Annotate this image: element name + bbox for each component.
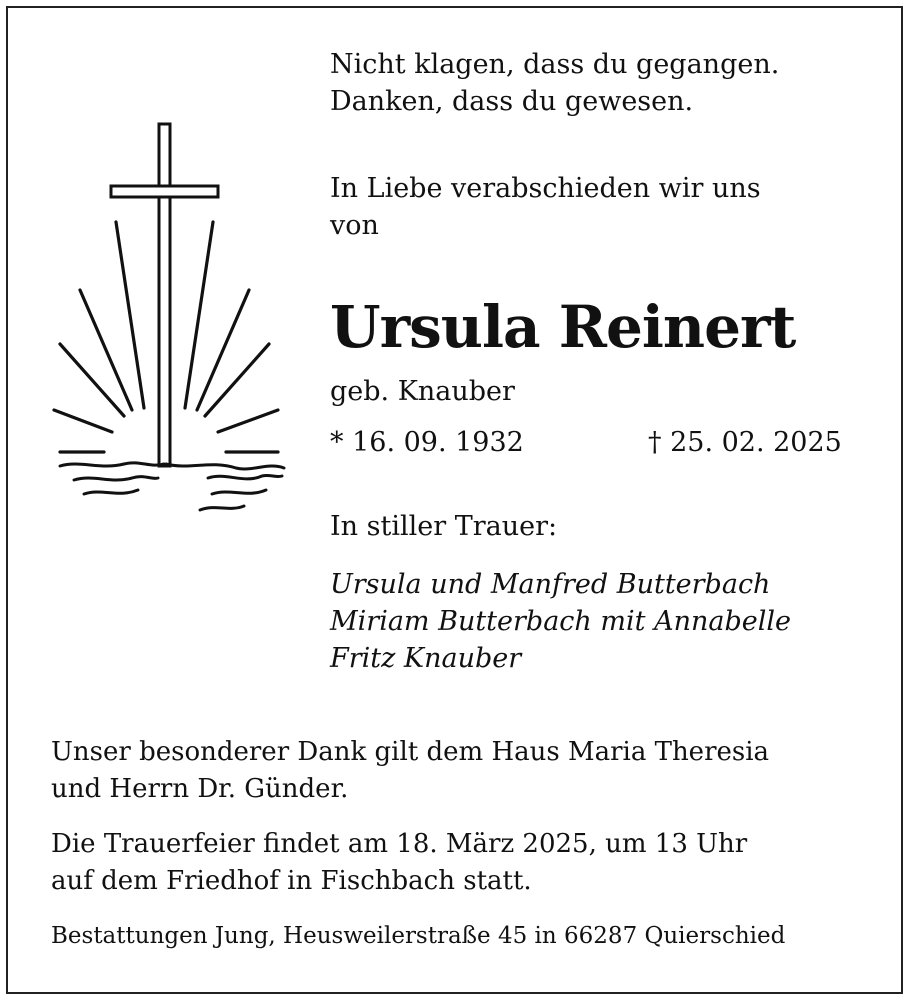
birth-date: * 16. 09. 1932 (330, 427, 524, 458)
intro-line: In Liebe verabschieden wir uns (330, 173, 761, 204)
mourner-name: Fritz Knauber (330, 643, 522, 674)
ceremony-line: auf dem Friedhof in Fischbach statt. (51, 866, 532, 896)
maiden-name: geb. Knauber (330, 376, 515, 407)
thanks-text (51, 734, 769, 808)
quote-line: Danken, dass du gewesen. (330, 86, 694, 117)
thanks-line: und Herrn Dr. Günder. (51, 774, 349, 804)
thanks-line: Unser besonderer Dank gilt dem Haus Maria Theresia (51, 737, 770, 767)
undertaker-info: Bestattungen Jung, Heusweilerstraße 45 in 66287 Quierschied (51, 923, 786, 949)
intro-line: von (330, 210, 379, 241)
deceased-name: Ursula Reinert (330, 293, 796, 361)
cross-with-rays-and-waves-icon (40, 118, 300, 518)
quote-line: Nicht klagen, dass du gegangen. (330, 49, 780, 80)
intro-text (330, 170, 761, 244)
ceremony-text (51, 826, 747, 900)
mourners-list (330, 566, 791, 677)
mourner-name: Ursula und Manfred Butterbach (330, 569, 771, 600)
quote (330, 46, 779, 120)
mourning-heading: In stiller Trauer: (330, 511, 558, 542)
death-date: † 25. 02. 2025 (648, 427, 842, 458)
ceremony-line: Die Trauerfeier findet am 18. März 2025, um 13 Uhr (51, 829, 748, 859)
mourner-name: Miriam Butterbach mit Annabelle (330, 606, 791, 637)
